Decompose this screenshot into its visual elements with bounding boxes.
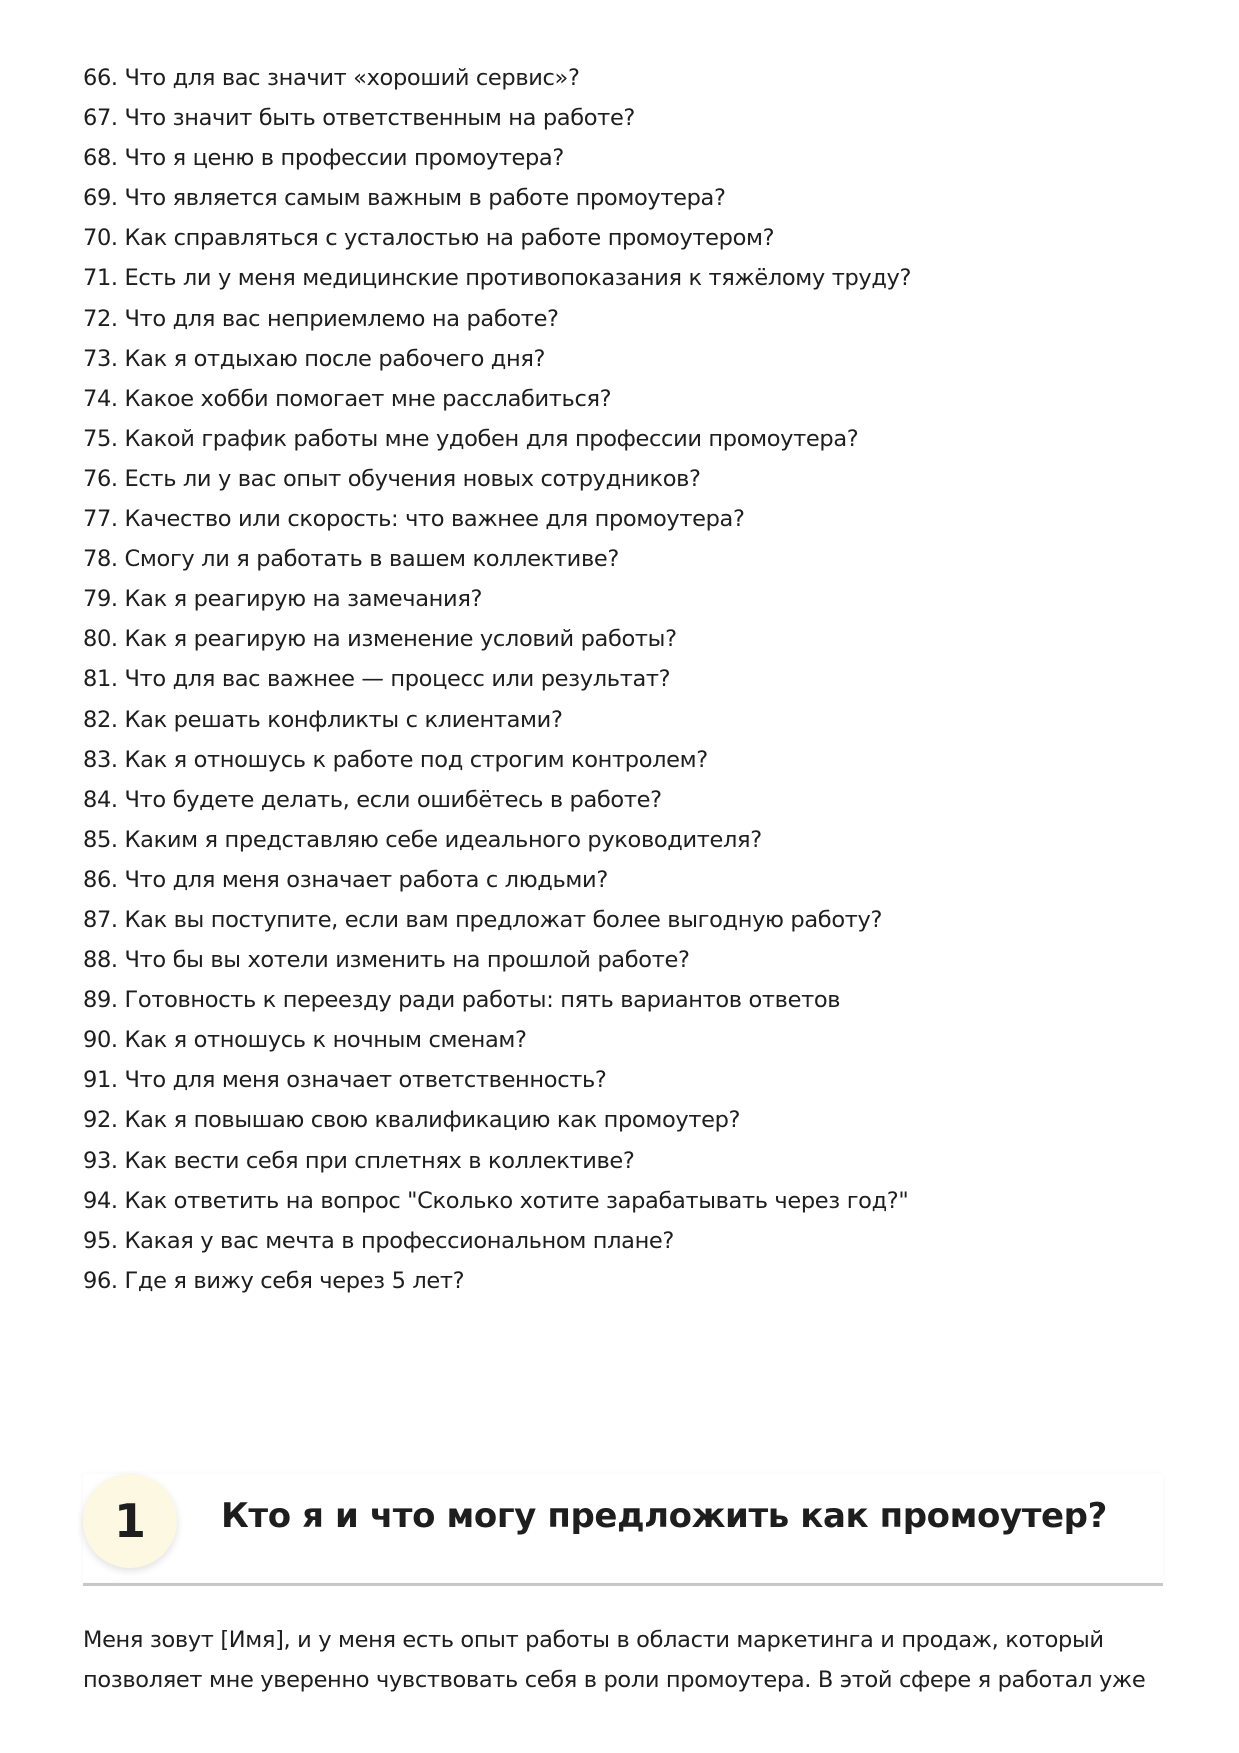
question-text: Как справляться с усталостью на работе промоутером? [124,225,775,252]
question-number: 95. [83,1227,118,1254]
question-text: Готовность к переезду ради работы: пять вариантов ответов [124,987,841,1014]
list-item [83,659,1163,699]
section-number-badge: 1 [83,1474,177,1568]
list-item [83,579,1163,619]
paragraph-line: позволяет мне уверенно чувствовать себя в роли промоутера. В этой сфере я работал уже [83,1667,1146,1693]
question-text: Что является самым важным в работе промоутера? [124,185,726,212]
question-number: 83. [83,746,118,773]
question-number: 92. [83,1107,118,1134]
question-text: Как я отношусь к работе под строгим контролем? [124,746,708,773]
list-item [83,138,1163,178]
list-item [83,459,1163,499]
question-text: Качество или скорость: что важнее для промоутера? [124,506,745,533]
question-number: 77. [83,506,118,533]
list-item [83,1020,1163,1060]
question-text: Есть ли у вас опыт обучения новых сотрудников? [124,465,701,492]
list-item [83,860,1163,900]
list-item [83,780,1163,820]
question-number: 72. [83,305,118,332]
question-number: 90. [83,1027,118,1054]
question-list-container [83,58,1163,1301]
list-item [83,258,1163,298]
list-item [83,98,1163,138]
question-number: 74. [83,385,118,412]
question-text: Что для меня означает работа с людьми? [124,866,608,893]
question-text: Что для вас неприемлемо на работе? [124,305,559,332]
list-item [83,700,1163,740]
list-item [83,539,1163,579]
question-number: 80. [83,626,118,653]
question-text: Как я реагирую на изменение условий работы? [124,626,677,653]
question-text: Что для вас важнее — процесс или результат? [124,666,671,693]
question-number: 85. [83,826,118,853]
question-text: Как я отношусь к ночным сменам? [124,1027,527,1054]
question-number: 73. [83,345,118,372]
list-item [83,379,1163,419]
section-header [83,1474,1163,1582]
list-item [83,339,1163,379]
list-item [83,1060,1163,1100]
question-number: 76. [83,465,118,492]
question-number: 68. [83,145,118,172]
question-text: Есть ли у меня медицинские противопоказания к тяжёлому труду? [124,265,912,292]
question-number: 87. [83,906,118,933]
list-item [83,58,1163,98]
question-number: 94. [83,1187,118,1214]
question-text: Как решать конфликты с клиентами? [124,706,563,733]
question-text: Что для меня означает ответственность? [124,1067,607,1094]
question-text: Смогу ли я работать в вашем коллективе? [124,546,619,573]
question-text: Что значит быть ответственным на работе? [124,105,636,132]
section-title: Кто я и что могу предложить как промоутер? [221,1496,1107,1536]
list-item [83,1261,1163,1301]
list-item [83,1100,1163,1140]
question-number: 96. [83,1267,118,1294]
question-number: 78. [83,546,118,573]
question-number: 84. [83,786,118,813]
list-item [83,740,1163,780]
question-text: Как я повышаю свою квалификацию как промоутер? [124,1107,741,1134]
question-number: 89. [83,987,118,1014]
question-text: Что будете делать, если ошибётесь в работе? [124,786,662,813]
list-item [83,980,1163,1020]
question-number: 66. [83,65,118,91]
list-item [83,940,1163,980]
question-number: 75. [83,425,118,452]
paragraph-line: Меня зовут [Имя], и у меня есть опыт работы в области маркетинга и продаж, который [83,1627,1104,1653]
question-number: 93. [83,1147,118,1174]
question-text: Как я реагирую на замечания? [124,586,483,613]
question-text: Что бы вы хотели изменить на прошлой работе? [124,947,690,974]
question-text: Как я отдыхаю после рабочего дня? [124,345,546,372]
list-item [83,178,1163,218]
list-item [83,218,1163,258]
question-text: Какое хобби помогает мне расслабиться? [124,385,612,412]
list-item [83,499,1163,539]
question-number: 69. [83,185,118,212]
question-number: 79. [83,586,118,613]
list-item [83,619,1163,659]
question-text: Как вы поступите, если вам предложат более выгодную работу? [124,906,883,933]
question-number: 70. [83,225,118,252]
list-item [83,419,1163,459]
list-item [83,820,1163,860]
intro-paragraph [83,1620,1163,1700]
question-text: Как ответить на вопрос "Сколько хотите зарабатывать через год?" [124,1187,909,1214]
question-text: Что я ценю в профессии промоутера? [124,145,564,172]
list-item [83,900,1163,940]
question-number: 82. [83,706,118,733]
question-number: 71. [83,265,118,292]
question-number: 81. [83,666,118,693]
question-text: Какой график работы мне удобен для профессии промоутера? [124,425,859,452]
list-item [83,1141,1163,1181]
question-text: Какая у вас мечта в профессиональном плане? [124,1227,675,1254]
question-text: Каким я представляю себе идеального руководителя? [124,826,762,853]
list-item [83,1221,1163,1261]
list-item [83,1181,1163,1221]
list-item [83,299,1163,339]
section-divider [83,1583,1163,1586]
question-text: Что для вас значит «хороший сервис»? [124,65,580,91]
question-number: 86. [83,866,118,893]
question-number: 91. [83,1067,118,1094]
question-number: 88. [83,947,118,974]
question-list [83,58,1163,1301]
question-text: Как вести себя при сплетнях в коллективе? [124,1147,635,1174]
question-text: Где я вижу себя через 5 лет? [124,1267,465,1294]
question-number: 67. [83,105,118,132]
